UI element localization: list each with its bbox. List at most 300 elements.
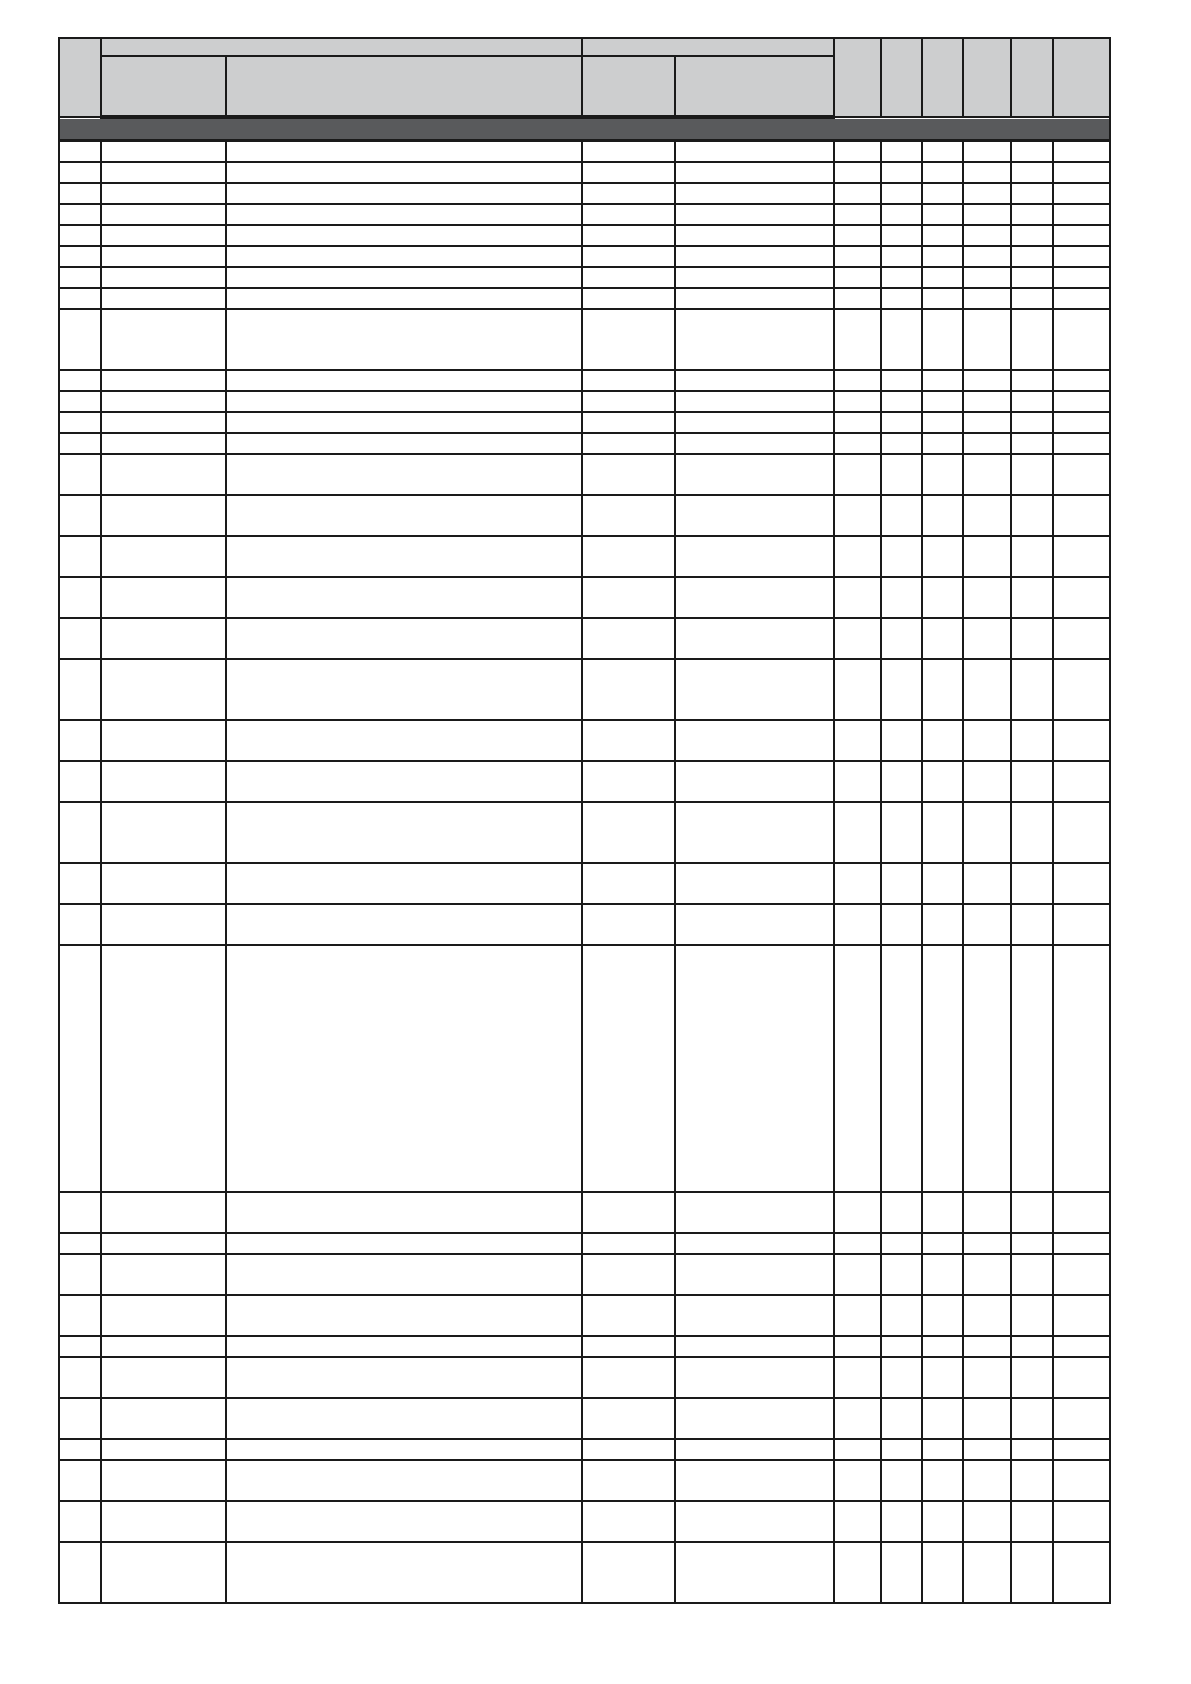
table-cell <box>59 761 101 802</box>
table-cell <box>1011 391 1053 412</box>
table-cell <box>881 1192 922 1233</box>
header-col-7-cell <box>834 38 881 117</box>
table-cell <box>226 1192 582 1233</box>
table-cell <box>582 1501 674 1542</box>
table-cell <box>101 433 226 454</box>
table-cell <box>226 1398 582 1439</box>
table-cell <box>59 288 101 309</box>
table-cell <box>1011 370 1053 391</box>
table-cell <box>675 412 834 433</box>
table-cell <box>1053 204 1110 225</box>
table-cell <box>582 141 674 163</box>
table-cell <box>59 204 101 225</box>
table-cell <box>1011 1542 1053 1603</box>
table-cell <box>963 1254 1011 1295</box>
table-cell <box>881 1439 922 1460</box>
table-cell <box>675 225 834 246</box>
table-cell <box>963 1233 1011 1254</box>
table-cell <box>963 1192 1011 1233</box>
table-cell <box>1053 1192 1110 1233</box>
table-cell <box>59 370 101 391</box>
table-cell <box>582 1336 674 1357</box>
table-cell <box>582 945 674 1192</box>
table-cell <box>226 370 582 391</box>
table-row <box>59 204 1110 225</box>
table-cell <box>834 370 881 391</box>
table-cell <box>1011 1439 1053 1460</box>
table-cell <box>1011 246 1053 267</box>
table-cell <box>101 204 226 225</box>
table-row <box>59 1542 1110 1603</box>
table-cell <box>226 391 582 412</box>
header-col-12-cell <box>1053 38 1110 117</box>
table-cell <box>834 1233 881 1254</box>
table-cell <box>1053 288 1110 309</box>
table-cell <box>922 1501 963 1542</box>
table-cell <box>1011 1192 1053 1233</box>
table-cell <box>675 141 834 163</box>
table-cell <box>582 288 674 309</box>
table-cell <box>1053 1233 1110 1254</box>
table-cell <box>226 309 582 370</box>
table-cell <box>881 246 922 267</box>
table-cell <box>582 1357 674 1398</box>
header-sub-1b-cell <box>226 56 582 117</box>
header-group-2-cell <box>582 38 833 56</box>
table-cell <box>1011 536 1053 577</box>
table-cell <box>101 225 226 246</box>
header-row-top <box>59 38 1110 56</box>
table-cell <box>1053 391 1110 412</box>
table-row <box>59 577 1110 618</box>
table-cell <box>922 945 963 1192</box>
table-cell <box>1011 183 1053 204</box>
table-cell <box>59 618 101 659</box>
header-sub-2b-cell <box>675 56 834 117</box>
table-cell <box>881 863 922 904</box>
table-cell <box>582 433 674 454</box>
table-cell <box>834 904 881 945</box>
table-cell <box>922 863 963 904</box>
table-cell <box>881 370 922 391</box>
table-cell <box>101 183 226 204</box>
table-row <box>59 454 1110 495</box>
table-cell <box>582 720 674 761</box>
table-cell <box>101 412 226 433</box>
table-cell <box>226 162 582 183</box>
table-cell <box>881 225 922 246</box>
table-cell <box>963 433 1011 454</box>
table-cell <box>1053 1460 1110 1501</box>
table-cell <box>963 225 1011 246</box>
table-cell <box>881 618 922 659</box>
table-cell <box>834 1398 881 1439</box>
table-cell <box>834 412 881 433</box>
table-cell <box>582 618 674 659</box>
table-cell <box>101 495 226 536</box>
table-cell <box>226 659 582 720</box>
table-cell <box>963 802 1011 863</box>
table-cell <box>1053 1254 1110 1295</box>
table-cell <box>963 863 1011 904</box>
table-cell <box>226 204 582 225</box>
table-cell <box>101 309 226 370</box>
table-cell <box>1011 433 1053 454</box>
table-cell <box>963 141 1011 163</box>
table-cell <box>1011 1398 1053 1439</box>
table-cell <box>922 309 963 370</box>
table-cell <box>922 246 963 267</box>
table-cell <box>881 577 922 618</box>
table-row <box>59 370 1110 391</box>
table-cell <box>226 225 582 246</box>
table-row <box>59 288 1110 309</box>
table-cell <box>675 454 834 495</box>
table-cell <box>1011 267 1053 288</box>
table-cell <box>582 802 674 863</box>
table-cell <box>582 1233 674 1254</box>
table-cell <box>101 1295 226 1336</box>
table-cell <box>834 454 881 495</box>
table-cell <box>101 659 226 720</box>
section-band-row <box>59 117 1110 141</box>
table-cell <box>963 204 1011 225</box>
table-cell <box>963 246 1011 267</box>
table-cell <box>675 162 834 183</box>
table-cell <box>834 225 881 246</box>
table-cell <box>582 204 674 225</box>
table-cell <box>1011 945 1053 1192</box>
table-row <box>59 1439 1110 1460</box>
table-cell <box>101 370 226 391</box>
table-cell <box>922 904 963 945</box>
table-cell <box>1011 495 1053 536</box>
table-cell <box>963 536 1011 577</box>
table-cell <box>101 1439 226 1460</box>
table-row <box>59 1501 1110 1542</box>
table-cell <box>881 267 922 288</box>
table-cell <box>881 720 922 761</box>
table-cell <box>1053 1295 1110 1336</box>
table-cell <box>582 183 674 204</box>
table-cell <box>1053 267 1110 288</box>
table-cell <box>1011 454 1053 495</box>
table-cell <box>834 391 881 412</box>
table-cell <box>59 225 101 246</box>
table-cell <box>101 288 226 309</box>
table-cell <box>675 1501 834 1542</box>
table-cell <box>101 454 226 495</box>
table-cell <box>675 577 834 618</box>
table-cell <box>1011 225 1053 246</box>
table-cell <box>1011 162 1053 183</box>
table-row <box>59 618 1110 659</box>
table-row <box>59 1460 1110 1501</box>
table-cell <box>963 1336 1011 1357</box>
table-cell <box>59 412 101 433</box>
table-cell <box>675 945 834 1192</box>
table-cell <box>922 225 963 246</box>
table-cell <box>226 1460 582 1501</box>
table-cell <box>101 577 226 618</box>
table-cell <box>881 802 922 863</box>
table-cell <box>101 1398 226 1439</box>
table-cell <box>881 454 922 495</box>
table-cell <box>1011 288 1053 309</box>
table-cell <box>675 904 834 945</box>
table-row <box>59 1357 1110 1398</box>
table-cell <box>922 204 963 225</box>
table-cell <box>101 1336 226 1357</box>
table-cell <box>582 412 674 433</box>
table-cell <box>226 945 582 1192</box>
table-row <box>59 141 1110 163</box>
table-cell <box>922 183 963 204</box>
table-cell <box>881 309 922 370</box>
table-cell <box>1011 1295 1053 1336</box>
table-cell <box>226 1501 582 1542</box>
table-cell <box>59 1460 101 1501</box>
table-cell <box>675 267 834 288</box>
table-cell <box>922 454 963 495</box>
table-cell <box>922 433 963 454</box>
table-cell <box>59 659 101 720</box>
table-cell <box>963 412 1011 433</box>
table-cell <box>922 288 963 309</box>
table-cell <box>922 720 963 761</box>
table-cell <box>963 761 1011 802</box>
table-cell <box>834 1336 881 1357</box>
table-cell <box>963 288 1011 309</box>
header-col-9-cell <box>922 38 963 117</box>
table-row <box>59 246 1110 267</box>
table-cell <box>834 1357 881 1398</box>
table-cell <box>101 802 226 863</box>
table-row <box>59 863 1110 904</box>
table-cell <box>59 904 101 945</box>
table-cell <box>101 246 226 267</box>
table-cell <box>963 1542 1011 1603</box>
table-cell <box>1011 802 1053 863</box>
header-sub-1a-cell <box>101 56 226 117</box>
table-row <box>59 267 1110 288</box>
table-cell <box>881 1398 922 1439</box>
table-cell <box>582 659 674 720</box>
table-cell <box>675 1439 834 1460</box>
table-cell <box>582 225 674 246</box>
table-row <box>59 309 1110 370</box>
table-cell <box>59 1501 101 1542</box>
table-cell <box>922 1460 963 1501</box>
table-cell <box>226 618 582 659</box>
table-cell <box>922 577 963 618</box>
table-cell <box>1053 720 1110 761</box>
table-cell <box>101 141 226 163</box>
table-cell <box>675 863 834 904</box>
table-cell <box>675 802 834 863</box>
table-cell <box>59 454 101 495</box>
table-cell <box>1011 720 1053 761</box>
table-cell <box>1011 1460 1053 1501</box>
table-cell <box>582 162 674 183</box>
table-cell <box>834 309 881 370</box>
table-cell <box>675 1460 834 1501</box>
table-cell <box>59 141 101 163</box>
table-cell <box>59 802 101 863</box>
table-cell <box>1011 761 1053 802</box>
table-cell <box>834 1192 881 1233</box>
table-cell <box>834 183 881 204</box>
table-cell <box>922 1295 963 1336</box>
table-cell <box>226 288 582 309</box>
table-cell <box>675 288 834 309</box>
table-cell <box>59 577 101 618</box>
table-cell <box>1053 183 1110 204</box>
table-cell <box>226 1254 582 1295</box>
table-cell <box>59 1336 101 1357</box>
table-row <box>59 1336 1110 1357</box>
table-cell <box>582 536 674 577</box>
table-cell <box>101 267 226 288</box>
table-cell <box>834 618 881 659</box>
table-cell <box>963 1357 1011 1398</box>
table-cell <box>922 802 963 863</box>
table-cell <box>922 370 963 391</box>
table-cell <box>226 246 582 267</box>
table-cell <box>922 659 963 720</box>
table-cell <box>226 1357 582 1398</box>
table-cell <box>582 904 674 945</box>
table-cell <box>922 1357 963 1398</box>
table-row <box>59 1398 1110 1439</box>
table-cell <box>834 1542 881 1603</box>
table-cell <box>1011 1357 1053 1398</box>
table-cell <box>963 162 1011 183</box>
table-cell <box>963 904 1011 945</box>
table-cell <box>834 288 881 309</box>
table-cell <box>963 267 1011 288</box>
table-cell <box>922 1542 963 1603</box>
table-cell <box>101 536 226 577</box>
table-cell <box>101 618 226 659</box>
table-cell <box>582 1254 674 1295</box>
table-cell <box>881 1336 922 1357</box>
table-cell <box>1011 141 1053 163</box>
table-cell <box>101 1542 226 1603</box>
table-cell <box>226 1439 582 1460</box>
table-cell <box>675 761 834 802</box>
table-cell <box>881 1295 922 1336</box>
table-cell <box>582 1542 674 1603</box>
table-cell <box>59 183 101 204</box>
table-cell <box>1053 412 1110 433</box>
table-cell <box>59 246 101 267</box>
table-cell <box>675 309 834 370</box>
table-cell <box>1011 618 1053 659</box>
table-cell <box>582 863 674 904</box>
table-cell <box>1053 577 1110 618</box>
table-cell <box>59 1398 101 1439</box>
table-cell <box>1053 659 1110 720</box>
table-cell <box>922 1233 963 1254</box>
header-col-11-cell <box>1011 38 1053 117</box>
table-cell <box>226 904 582 945</box>
table-cell <box>922 1398 963 1439</box>
table-cell <box>834 536 881 577</box>
table-cell <box>922 391 963 412</box>
table-cell <box>881 495 922 536</box>
table-cell <box>963 1439 1011 1460</box>
table-cell <box>834 1254 881 1295</box>
header-col-10-cell <box>963 38 1011 117</box>
table-cell <box>59 433 101 454</box>
table-cell <box>59 945 101 1192</box>
table-cell <box>675 370 834 391</box>
table-cell <box>59 863 101 904</box>
table-cell <box>963 720 1011 761</box>
table-cell <box>226 1295 582 1336</box>
table-cell <box>834 267 881 288</box>
table-cell <box>881 945 922 1192</box>
table-cell <box>675 659 834 720</box>
table-cell <box>582 1460 674 1501</box>
table-row <box>59 761 1110 802</box>
table-cell <box>675 1295 834 1336</box>
table-cell <box>881 162 922 183</box>
table-cell <box>881 659 922 720</box>
table-cell <box>963 1398 1011 1439</box>
table-cell <box>582 391 674 412</box>
table-row <box>59 659 1110 720</box>
table-cell <box>675 1398 834 1439</box>
table-cell <box>226 1336 582 1357</box>
table-cell <box>1053 863 1110 904</box>
table-cell <box>834 720 881 761</box>
table-row <box>59 391 1110 412</box>
table-cell <box>881 1460 922 1501</box>
table-cell <box>922 618 963 659</box>
table-cell <box>59 162 101 183</box>
table-cell <box>881 204 922 225</box>
table-cell <box>101 162 226 183</box>
table-cell <box>582 495 674 536</box>
table-cell <box>922 1254 963 1295</box>
table-cell <box>226 720 582 761</box>
table-cell <box>582 370 674 391</box>
table-cell <box>582 1192 674 1233</box>
table-cell <box>1011 309 1053 370</box>
table-cell <box>922 1336 963 1357</box>
table-cell <box>1053 370 1110 391</box>
table-cell <box>582 761 674 802</box>
header-col-8-cell <box>881 38 922 117</box>
table-cell <box>226 495 582 536</box>
table-cell <box>881 412 922 433</box>
table-row <box>59 183 1110 204</box>
table-cell <box>834 802 881 863</box>
table-cell <box>1011 904 1053 945</box>
table-cell <box>226 1542 582 1603</box>
table-cell <box>1053 141 1110 163</box>
table-cell <box>582 309 674 370</box>
table-cell <box>675 1336 834 1357</box>
table-cell <box>226 183 582 204</box>
table-cell <box>1011 204 1053 225</box>
table-cell <box>963 659 1011 720</box>
table-cell <box>881 141 922 163</box>
table-cell <box>226 1233 582 1254</box>
table-row <box>59 412 1110 433</box>
